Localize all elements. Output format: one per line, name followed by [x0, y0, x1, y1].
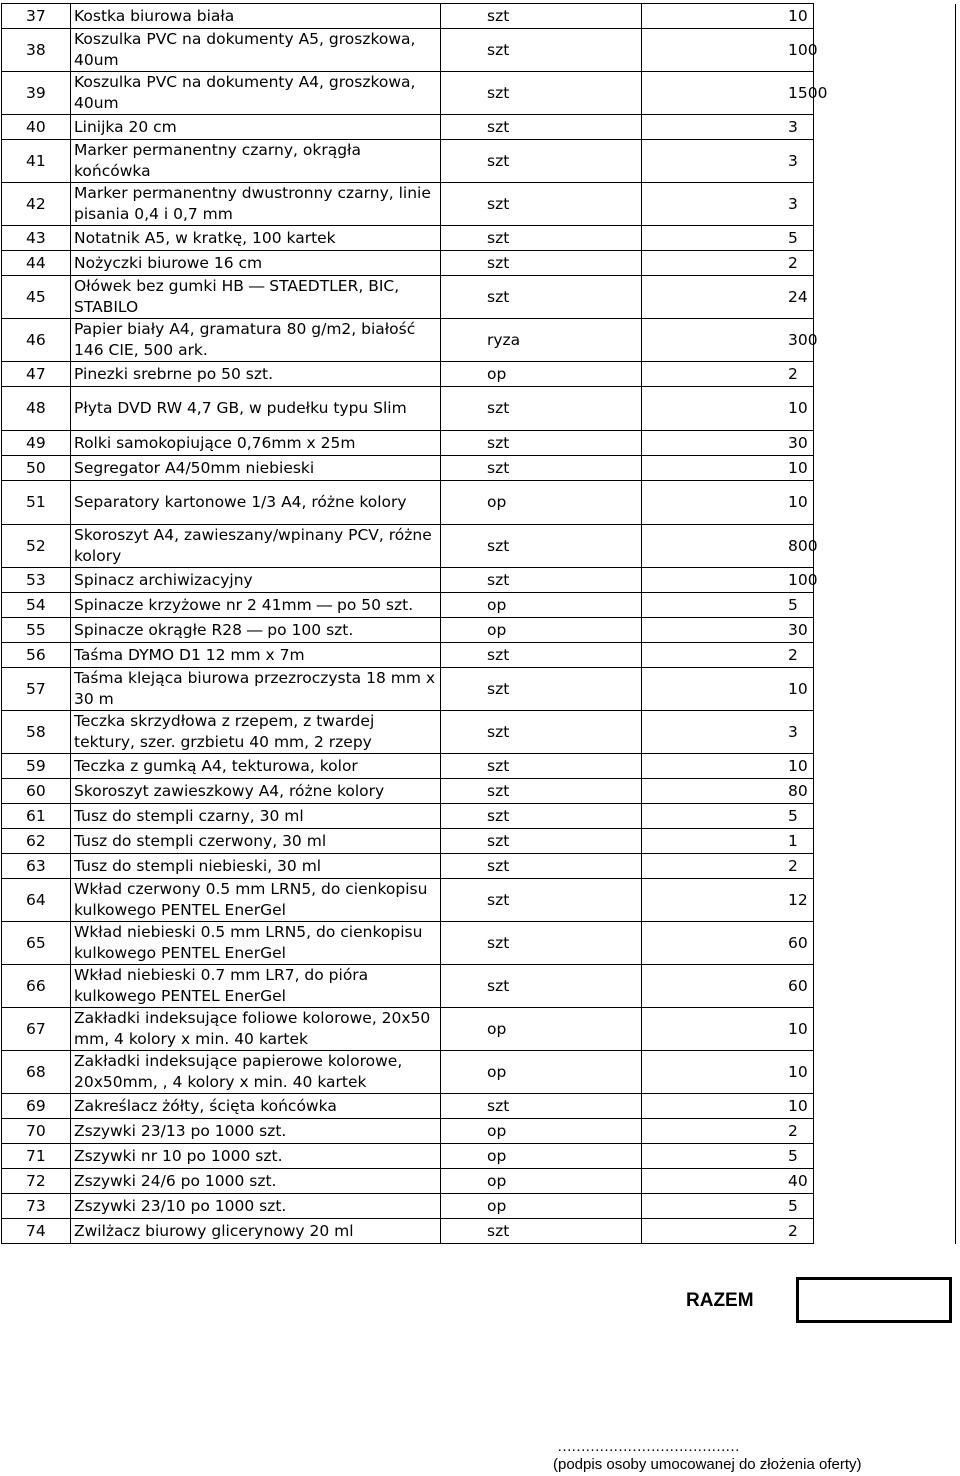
row-number: 74 — [2, 1219, 71, 1244]
item-unit: szt — [441, 854, 642, 879]
table-row — [2, 387, 956, 431]
item-quantity: 30 — [642, 618, 814, 643]
item-name: Wkład niebieski 0.7 mm LR7, do pióra kulkowego PENTEL EnerGel — [71, 965, 441, 1008]
price-cell[interactable] — [814, 804, 956, 829]
item-unit: op — [441, 1144, 642, 1169]
item-name: Pinezki srebrne po 50 szt. — [71, 362, 441, 387]
price-cell[interactable] — [814, 29, 956, 72]
item-name: Zszywki 23/10 po 1000 szt. — [71, 1194, 441, 1219]
item-unit: szt — [441, 72, 642, 115]
item-unit: op — [441, 1008, 642, 1051]
order-items-body — [2, 4, 956, 1244]
item-quantity: 10 — [642, 754, 814, 779]
table-row — [2, 965, 956, 1008]
item-unit: szt — [441, 29, 642, 72]
item-unit: szt — [441, 779, 642, 804]
row-number: 57 — [2, 668, 71, 711]
table-row — [2, 226, 956, 251]
item-name: Koszulka PVC na dokumenty A4, groszkowa, 40um — [71, 72, 441, 115]
price-cell[interactable] — [814, 431, 956, 456]
item-quantity: 3 — [642, 115, 814, 140]
row-number: 37 — [2, 4, 71, 29]
price-cell[interactable] — [814, 879, 956, 922]
price-cell[interactable] — [814, 1008, 956, 1051]
item-name: Linijka 20 cm — [71, 115, 441, 140]
item-name: Spinacze krzyżowe nr 2 41mm ― po 50 szt. — [71, 593, 441, 618]
item-unit: op — [441, 481, 642, 525]
row-number: 52 — [2, 525, 71, 568]
price-cell[interactable] — [814, 1219, 956, 1244]
item-name: Skoroszyt A4, zawieszany/wpinany PCV, różne kolory — [71, 525, 441, 568]
row-number: 47 — [2, 362, 71, 387]
row-number: 65 — [2, 922, 71, 965]
row-number: 68 — [2, 1051, 71, 1094]
item-unit: op — [441, 618, 642, 643]
price-cell[interactable] — [814, 829, 956, 854]
order-items-table — [1, 3, 956, 1244]
table-row — [2, 456, 956, 481]
row-number: 64 — [2, 879, 71, 922]
row-number: 39 — [2, 72, 71, 115]
item-name: Zwilżacz biurowy glicerynowy 20 ml — [71, 1219, 441, 1244]
table-row — [2, 593, 956, 618]
price-cell[interactable] — [814, 387, 956, 431]
price-cell[interactable] — [814, 854, 956, 879]
item-name: Wkład niebieski 0.5 mm LRN5, do cienkopisu kulkowego PENTEL EnerGel — [71, 922, 441, 965]
item-quantity: 24 — [642, 276, 814, 319]
row-number: 42 — [2, 183, 71, 226]
item-quantity: 5 — [642, 593, 814, 618]
table-row — [2, 1194, 956, 1219]
row-number: 54 — [2, 593, 71, 618]
row-number: 62 — [2, 829, 71, 854]
item-name: Zszywki 23/13 po 1000 szt. — [71, 1119, 441, 1144]
price-cell[interactable] — [814, 362, 956, 387]
item-quantity: 2 — [642, 643, 814, 668]
item-unit: szt — [441, 140, 642, 183]
item-unit: op — [441, 362, 642, 387]
row-number: 44 — [2, 251, 71, 276]
item-quantity: 10 — [642, 1094, 814, 1119]
row-number: 69 — [2, 1094, 71, 1119]
row-number: 72 — [2, 1169, 71, 1194]
item-name: Tusz do stempli czarny, 30 ml — [71, 804, 441, 829]
item-unit: szt — [441, 183, 642, 226]
item-unit: szt — [441, 251, 642, 276]
table-row — [2, 1169, 956, 1194]
item-unit: szt — [441, 804, 642, 829]
item-quantity: 3 — [642, 183, 814, 226]
price-cell[interactable] — [814, 568, 956, 593]
item-unit: szt — [441, 431, 642, 456]
table-row — [2, 140, 956, 183]
item-quantity: 40 — [642, 1169, 814, 1194]
signature-line: ………………………………… — [557, 1438, 739, 1455]
table-row — [2, 1219, 956, 1244]
item-quantity: 60 — [642, 922, 814, 965]
price-cell[interactable] — [814, 276, 956, 319]
table-row — [2, 29, 956, 72]
row-number: 56 — [2, 643, 71, 668]
row-number: 73 — [2, 1194, 71, 1219]
item-quantity: 1 — [642, 829, 814, 854]
item-quantity: 1500 — [642, 72, 814, 115]
item-unit: szt — [441, 922, 642, 965]
table-row — [2, 72, 956, 115]
table-row — [2, 525, 956, 568]
table-row — [2, 754, 956, 779]
item-unit: szt — [441, 965, 642, 1008]
price-cell[interactable] — [814, 456, 956, 481]
item-name: Marker permanentny czarny, okrągła końcówka — [71, 140, 441, 183]
item-quantity: 100 — [642, 29, 814, 72]
item-unit: op — [441, 1194, 642, 1219]
item-unit: szt — [441, 711, 642, 754]
price-cell[interactable] — [814, 4, 956, 29]
item-unit: szt — [441, 456, 642, 481]
item-unit: szt — [441, 1219, 642, 1244]
row-number: 63 — [2, 854, 71, 879]
item-name: Zakładki indeksujące papierowe kolorowe, 20x50mm, , 4 kolory x min. 40 kartek — [71, 1051, 441, 1094]
item-quantity: 10 — [642, 481, 814, 525]
row-number: 40 — [2, 115, 71, 140]
row-number: 58 — [2, 711, 71, 754]
item-quantity: 2 — [642, 1219, 814, 1244]
table-row — [2, 1144, 956, 1169]
item-name: Koszulka PVC na dokumenty A5, groszkowa, 40um — [71, 29, 441, 72]
item-quantity: 5 — [642, 804, 814, 829]
table-row — [2, 481, 956, 525]
table-row — [2, 643, 956, 668]
table-row — [2, 1008, 956, 1051]
table-row — [2, 115, 956, 140]
item-name: Separatory kartonowe 1/3 A4, różne kolory — [71, 481, 441, 525]
price-cell[interactable] — [814, 140, 956, 183]
price-cell[interactable] — [814, 1119, 956, 1144]
table-row — [2, 1051, 956, 1094]
price-cell[interactable] — [814, 251, 956, 276]
item-unit: szt — [441, 754, 642, 779]
item-quantity: 3 — [642, 140, 814, 183]
item-quantity: 5 — [642, 1144, 814, 1169]
price-cell[interactable] — [814, 183, 956, 226]
total-value-box[interactable] — [796, 1277, 952, 1323]
item-unit: szt — [441, 276, 642, 319]
price-cell[interactable] — [814, 481, 956, 525]
item-name: Notatnik A5, w kratkę, 100 kartek — [71, 226, 441, 251]
table-row — [2, 711, 956, 754]
price-cell[interactable] — [814, 226, 956, 251]
table-row — [2, 4, 956, 29]
row-number: 51 — [2, 481, 71, 525]
item-quantity: 5 — [642, 226, 814, 251]
item-name: Tusz do stempli czerwony, 30 ml — [71, 829, 441, 854]
item-name: Rolki samokopiujące 0,76mm x 25m — [71, 431, 441, 456]
item-quantity: 10 — [642, 456, 814, 481]
item-unit: szt — [441, 226, 642, 251]
item-quantity: 12 — [642, 879, 814, 922]
price-cell[interactable] — [814, 525, 956, 568]
price-cell[interactable] — [814, 1194, 956, 1219]
row-number: 50 — [2, 456, 71, 481]
row-number: 60 — [2, 779, 71, 804]
table-row — [2, 362, 956, 387]
item-unit: szt — [441, 879, 642, 922]
item-name: Papier biały A4, gramatura 80 g/m2, białość 146 CIE, 500 ark. — [71, 319, 441, 362]
item-unit: op — [441, 593, 642, 618]
item-name: Taśma DYMO D1 12 mm x 7m — [71, 643, 441, 668]
row-number: 41 — [2, 140, 71, 183]
item-quantity: 10 — [642, 1051, 814, 1094]
item-unit: szt — [441, 668, 642, 711]
item-name: Teczka skrzydłowa z rzepem, z twardej tektury, szer. grzbietu 40 mm, 2 rzepy — [71, 711, 441, 754]
table-row — [2, 779, 956, 804]
price-cell[interactable] — [814, 618, 956, 643]
item-quantity: 10 — [642, 4, 814, 29]
item-name: Skoroszyt zawieszkowy A4, różne kolory — [71, 779, 441, 804]
item-quantity: 2 — [642, 251, 814, 276]
item-unit: szt — [441, 829, 642, 854]
item-unit: szt — [441, 525, 642, 568]
row-number: 59 — [2, 754, 71, 779]
price-cell[interactable] — [814, 965, 956, 1008]
price-cell[interactable] — [814, 319, 956, 362]
row-number: 53 — [2, 568, 71, 593]
table-row — [2, 568, 956, 593]
price-cell[interactable] — [814, 593, 956, 618]
price-cell[interactable] — [814, 1144, 956, 1169]
item-quantity: 10 — [642, 387, 814, 431]
item-name: Zszywki 24/6 po 1000 szt. — [71, 1169, 441, 1194]
item-unit: op — [441, 1119, 642, 1144]
item-name: Spinacze okrągłe R28 ― po 100 szt. — [71, 618, 441, 643]
row-number: 43 — [2, 226, 71, 251]
row-number: 38 — [2, 29, 71, 72]
item-name: Segregator A4/50mm niebieski — [71, 456, 441, 481]
price-cell[interactable] — [814, 1169, 956, 1194]
item-quantity: 5 — [642, 1194, 814, 1219]
item-unit: op — [441, 1051, 642, 1094]
item-name: Zakładki indeksujące foliowe kolorowe, 20x50 mm, 4 kolory x min. 40 kartek — [71, 1008, 441, 1051]
item-unit: szt — [441, 387, 642, 431]
item-name: Nożyczki biurowe 16 cm — [71, 251, 441, 276]
item-quantity: 2 — [642, 854, 814, 879]
table-row — [2, 618, 956, 643]
table-row — [2, 1094, 956, 1119]
item-name: Tusz do stempli niebieski, 30 ml — [71, 854, 441, 879]
table-row — [2, 922, 956, 965]
table-row — [2, 1119, 956, 1144]
item-name: Zszywki nr 10 po 1000 szt. — [71, 1144, 441, 1169]
item-unit: szt — [441, 115, 642, 140]
price-cell[interactable] — [814, 754, 956, 779]
price-cell[interactable] — [814, 711, 956, 754]
item-unit: szt — [441, 4, 642, 29]
price-cell[interactable] — [814, 72, 956, 115]
item-quantity: 2 — [642, 1119, 814, 1144]
row-number: 49 — [2, 431, 71, 456]
item-quantity: 80 — [642, 779, 814, 804]
table-row — [2, 431, 956, 456]
price-cell[interactable] — [814, 668, 956, 711]
price-cell[interactable] — [814, 922, 956, 965]
row-number: 61 — [2, 804, 71, 829]
item-name: Ołówek bez gumki HB ― STAEDTLER, BIC, STABILO — [71, 276, 441, 319]
table-row — [2, 319, 956, 362]
row-number: 67 — [2, 1008, 71, 1051]
table-row — [2, 829, 956, 854]
table-row — [2, 183, 956, 226]
signature-caption: (podpis osoby umocowanej do złożenia oferty) — [553, 1456, 862, 1473]
row-number: 70 — [2, 1119, 71, 1144]
table-row — [2, 854, 956, 879]
price-cell[interactable] — [814, 1051, 956, 1094]
item-name: Taśma klejąca biurowa przezroczysta 18 mm x 30 m — [71, 668, 441, 711]
item-name: Kostka biurowa biała — [71, 4, 441, 29]
price-cell[interactable] — [814, 643, 956, 668]
row-number: 55 — [2, 618, 71, 643]
price-cell[interactable] — [814, 115, 956, 140]
item-unit: op — [441, 1169, 642, 1194]
item-quantity: 800 — [642, 525, 814, 568]
table-row — [2, 804, 956, 829]
item-quantity: 300 — [642, 319, 814, 362]
item-name: Marker permanentny dwustronny czarny, linie pisania 0,4 i 0,7 mm — [71, 183, 441, 226]
row-number: 66 — [2, 965, 71, 1008]
table-row — [2, 251, 956, 276]
row-number: 46 — [2, 319, 71, 362]
row-number: 48 — [2, 387, 71, 431]
item-quantity: 3 — [642, 711, 814, 754]
price-cell[interactable] — [814, 1094, 956, 1119]
item-quantity: 2 — [642, 362, 814, 387]
row-number: 45 — [2, 276, 71, 319]
item-name: Spinacz archiwizacyjny — [71, 568, 441, 593]
price-cell[interactable] — [814, 779, 956, 804]
item-unit: ryza — [441, 319, 642, 362]
table-row — [2, 668, 956, 711]
item-quantity: 30 — [642, 431, 814, 456]
item-quantity: 10 — [642, 668, 814, 711]
item-quantity: 100 — [642, 568, 814, 593]
item-name: Teczka z gumką A4, tekturowa, kolor — [71, 754, 441, 779]
item-name: Płyta DVD RW 4,7 GB, w pudełku typu Slim — [71, 387, 441, 431]
row-number: 71 — [2, 1144, 71, 1169]
item-name: Zakreślacz żółty, ścięta końcówka — [71, 1094, 441, 1119]
item-name: Wkład czerwony 0.5 mm LRN5, do cienkopisu kulkowego PENTEL EnerGel — [71, 879, 441, 922]
table-row — [2, 879, 956, 922]
item-quantity: 10 — [642, 1008, 814, 1051]
item-unit: szt — [441, 1094, 642, 1119]
total-label: RAZEM — [686, 1290, 754, 1311]
item-quantity: 60 — [642, 965, 814, 1008]
item-unit: szt — [441, 568, 642, 593]
item-unit: szt — [441, 643, 642, 668]
table-row — [2, 276, 956, 319]
